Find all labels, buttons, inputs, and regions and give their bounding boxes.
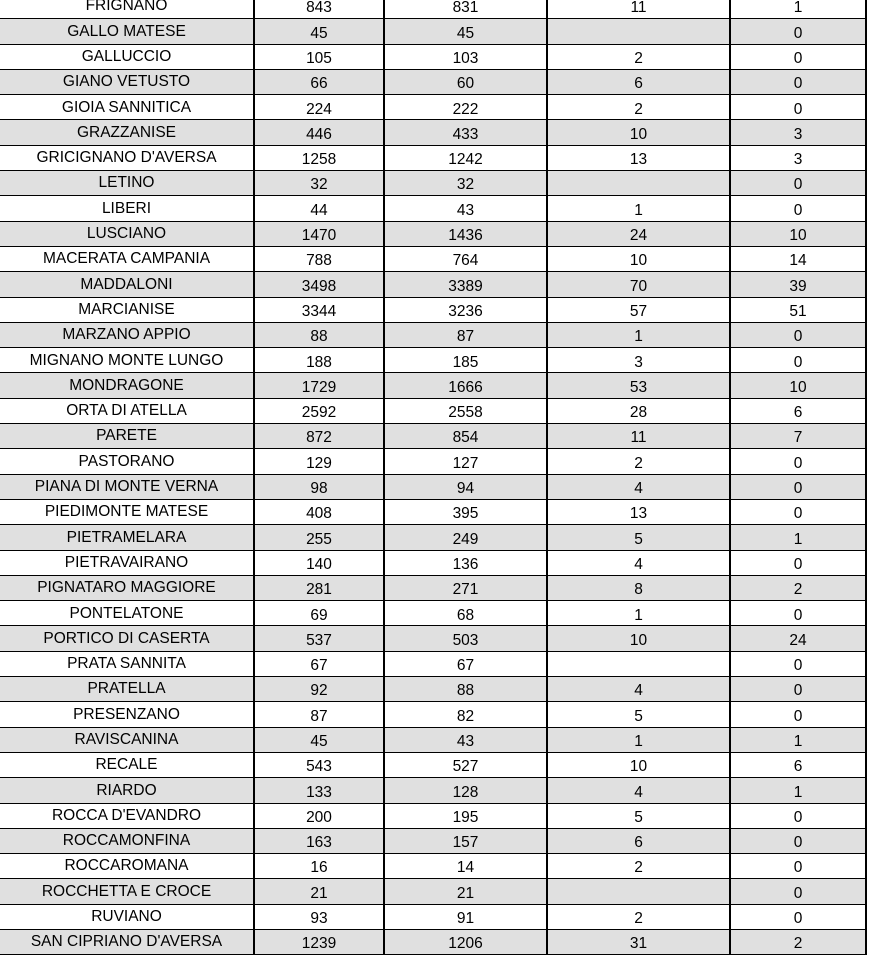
value-cell-3 xyxy=(547,879,730,904)
value-cell-1: 1239 xyxy=(254,929,384,954)
table-row xyxy=(0,550,866,575)
table-row xyxy=(0,601,866,626)
municipality-cell: PIEDIMONTE MATESE xyxy=(0,499,254,524)
table-row xyxy=(0,69,866,94)
value-cell-2: 88 xyxy=(384,677,547,702)
value-cell-2: 195 xyxy=(384,803,547,828)
value-cell-1: 93 xyxy=(254,904,384,929)
value-cell-2: 43 xyxy=(384,727,547,752)
value-cell-3: 2 xyxy=(547,449,730,474)
value-cell-3: 6 xyxy=(547,69,730,94)
value-cell-2: 21 xyxy=(384,879,547,904)
municipality-cell: LIBERI xyxy=(0,196,254,221)
value-cell-2: 103 xyxy=(384,44,547,69)
value-cell-4: 0 xyxy=(730,854,866,879)
value-cell-1: 98 xyxy=(254,474,384,499)
value-cell-4: 2 xyxy=(730,575,866,600)
value-cell-2: 60 xyxy=(384,69,547,94)
municipality-cell: MONDRAGONE xyxy=(0,373,254,398)
table-row xyxy=(0,752,866,777)
value-cell-3: 11 xyxy=(547,0,730,19)
municipality-cell: MARCIANISE xyxy=(0,297,254,322)
value-cell-4: 1 xyxy=(730,727,866,752)
value-cell-3: 3 xyxy=(547,348,730,373)
value-cell-3: 1 xyxy=(547,196,730,221)
value-cell-1: 872 xyxy=(254,424,384,449)
table-row xyxy=(0,272,866,297)
value-cell-4: 24 xyxy=(730,626,866,651)
value-cell-2: 1436 xyxy=(384,221,547,246)
municipality-cell: PORTICO DI CASERTA xyxy=(0,626,254,651)
value-cell-1: 21 xyxy=(254,879,384,904)
municipality-cell: ROCCA D'EVANDRO xyxy=(0,803,254,828)
value-cell-1: 543 xyxy=(254,752,384,777)
value-cell-2: 271 xyxy=(384,575,547,600)
value-cell-1: 1470 xyxy=(254,221,384,246)
value-cell-3: 10 xyxy=(547,120,730,145)
value-cell-4: 0 xyxy=(730,651,866,676)
value-cell-1: 69 xyxy=(254,601,384,626)
municipality-cell: MIGNANO MONTE LUNGO xyxy=(0,348,254,373)
table-row xyxy=(0,171,866,196)
table-row xyxy=(0,651,866,676)
value-cell-3: 1 xyxy=(547,727,730,752)
value-cell-3: 5 xyxy=(547,702,730,727)
value-cell-4: 51 xyxy=(730,297,866,322)
municipality-cell: ROCCHETTA E CROCE xyxy=(0,879,254,904)
value-cell-3: 8 xyxy=(547,575,730,600)
value-cell-4: 0 xyxy=(730,95,866,120)
value-cell-2: 94 xyxy=(384,474,547,499)
value-cell-1: 16 xyxy=(254,854,384,879)
value-cell-3: 4 xyxy=(547,474,730,499)
table-row xyxy=(0,322,866,347)
table-row xyxy=(0,727,866,752)
value-cell-2: 67 xyxy=(384,651,547,676)
value-cell-3: 2 xyxy=(547,44,730,69)
value-cell-4: 1 xyxy=(730,778,866,803)
municipality-cell: GRICIGNANO D'AVERSA xyxy=(0,145,254,170)
value-cell-1: 3498 xyxy=(254,272,384,297)
table-row xyxy=(0,0,866,19)
value-cell-2: 14 xyxy=(384,854,547,879)
value-cell-4: 0 xyxy=(730,348,866,373)
municipality-cell: ROCCAMONFINA xyxy=(0,828,254,853)
value-cell-1: 188 xyxy=(254,348,384,373)
municipality-cell: MADDALONI xyxy=(0,272,254,297)
value-cell-4: 0 xyxy=(730,44,866,69)
value-cell-2: 91 xyxy=(384,904,547,929)
table-row xyxy=(0,398,866,423)
municipality-cell: PIETRAVAIRANO xyxy=(0,550,254,575)
table-row xyxy=(0,297,866,322)
value-cell-2: 1666 xyxy=(384,373,547,398)
value-cell-1: 67 xyxy=(254,651,384,676)
municipality-cell: ORTA DI ATELLA xyxy=(0,398,254,423)
table-row xyxy=(0,677,866,702)
value-cell-1: 66 xyxy=(254,69,384,94)
municipality-cell: PIANA DI MONTE VERNA xyxy=(0,474,254,499)
value-cell-1: 200 xyxy=(254,803,384,828)
value-cell-4: 10 xyxy=(730,221,866,246)
value-cell-4: 0 xyxy=(730,828,866,853)
value-cell-3: 10 xyxy=(547,752,730,777)
value-cell-4: 2 xyxy=(730,929,866,954)
value-cell-1: 3344 xyxy=(254,297,384,322)
table-row xyxy=(0,828,866,853)
value-cell-4: 0 xyxy=(730,601,866,626)
value-cell-3: 24 xyxy=(547,221,730,246)
value-cell-1: 163 xyxy=(254,828,384,853)
value-cell-2: 831 xyxy=(384,0,547,19)
value-cell-3: 1 xyxy=(547,322,730,347)
value-cell-4: 0 xyxy=(730,702,866,727)
value-cell-1: 105 xyxy=(254,44,384,69)
municipality-cell: GIOIA SANNITICA xyxy=(0,95,254,120)
value-cell-2: 127 xyxy=(384,449,547,474)
municipality-cell: SAN CIPRIANO D'AVERSA xyxy=(0,929,254,954)
value-cell-2: 395 xyxy=(384,499,547,524)
value-cell-2: 1206 xyxy=(384,929,547,954)
value-cell-3: 13 xyxy=(547,499,730,524)
value-cell-3: 57 xyxy=(547,297,730,322)
value-cell-1: 129 xyxy=(254,449,384,474)
municipality-cell: MARZANO APPIO xyxy=(0,322,254,347)
value-cell-3: 2 xyxy=(547,95,730,120)
value-cell-4: 0 xyxy=(730,196,866,221)
value-cell-2: 45 xyxy=(384,19,547,44)
value-cell-4: 6 xyxy=(730,398,866,423)
value-cell-3: 31 xyxy=(547,929,730,954)
value-cell-2: 249 xyxy=(384,525,547,550)
value-cell-2: 503 xyxy=(384,626,547,651)
value-cell-1: 281 xyxy=(254,575,384,600)
value-cell-1: 1729 xyxy=(254,373,384,398)
value-cell-3 xyxy=(547,651,730,676)
table-row xyxy=(0,525,866,550)
value-cell-2: 764 xyxy=(384,246,547,271)
table-row xyxy=(0,196,866,221)
value-cell-1: 140 xyxy=(254,550,384,575)
municipality-cell: GIANO VETUSTO xyxy=(0,69,254,94)
value-cell-2: 82 xyxy=(384,702,547,727)
value-cell-2: 1242 xyxy=(384,145,547,170)
value-cell-4: 0 xyxy=(730,677,866,702)
table-row xyxy=(0,499,866,524)
value-cell-4: 1 xyxy=(730,0,866,19)
value-cell-2: 185 xyxy=(384,348,547,373)
value-cell-3: 2 xyxy=(547,854,730,879)
value-cell-3: 53 xyxy=(547,373,730,398)
value-cell-4: 3 xyxy=(730,120,866,145)
value-cell-3: 4 xyxy=(547,550,730,575)
table-row xyxy=(0,803,866,828)
table-row xyxy=(0,424,866,449)
municipality-cell: GRAZZANISE xyxy=(0,120,254,145)
value-cell-1: 1258 xyxy=(254,145,384,170)
municipality-cell: PIETRAMELARA xyxy=(0,525,254,550)
value-cell-2: 43 xyxy=(384,196,547,221)
value-cell-4: 0 xyxy=(730,550,866,575)
value-cell-1: 446 xyxy=(254,120,384,145)
value-cell-3: 6 xyxy=(547,828,730,853)
value-cell-2: 222 xyxy=(384,95,547,120)
municipality-cell: RUVIANO xyxy=(0,904,254,929)
table-row xyxy=(0,221,866,246)
value-cell-1: 32 xyxy=(254,171,384,196)
value-cell-1: 537 xyxy=(254,626,384,651)
value-cell-2: 527 xyxy=(384,752,547,777)
value-cell-3: 70 xyxy=(547,272,730,297)
municipality-cell: RAVISCANINA xyxy=(0,727,254,752)
table-row xyxy=(0,120,866,145)
value-cell-2: 433 xyxy=(384,120,547,145)
value-cell-1: 408 xyxy=(254,499,384,524)
municipality-cell: FRIGNANO xyxy=(0,0,254,19)
value-cell-2: 128 xyxy=(384,778,547,803)
value-cell-4: 7 xyxy=(730,424,866,449)
value-cell-3: 5 xyxy=(547,803,730,828)
table-row xyxy=(0,145,866,170)
value-cell-4: 0 xyxy=(730,474,866,499)
value-cell-1: 45 xyxy=(254,19,384,44)
municipality-cell: PASTORANO xyxy=(0,449,254,474)
value-cell-3: 4 xyxy=(547,778,730,803)
value-cell-4: 0 xyxy=(730,19,866,44)
table-row xyxy=(0,348,866,373)
municipality-cell: PRATELLA xyxy=(0,677,254,702)
municipality-cell: PONTELATONE xyxy=(0,601,254,626)
value-cell-3: 5 xyxy=(547,525,730,550)
table-row xyxy=(0,373,866,398)
value-cell-4: 0 xyxy=(730,803,866,828)
value-cell-4: 0 xyxy=(730,171,866,196)
value-cell-1: 87 xyxy=(254,702,384,727)
value-cell-2: 87 xyxy=(384,322,547,347)
table-row xyxy=(0,575,866,600)
table-row xyxy=(0,854,866,879)
value-cell-1: 224 xyxy=(254,95,384,120)
value-cell-3: 11 xyxy=(547,424,730,449)
value-cell-4: 3 xyxy=(730,145,866,170)
value-cell-3: 28 xyxy=(547,398,730,423)
municipality-cell: LETINO xyxy=(0,171,254,196)
value-cell-1: 788 xyxy=(254,246,384,271)
value-cell-3: 2 xyxy=(547,904,730,929)
value-cell-3: 13 xyxy=(547,145,730,170)
value-cell-2: 3389 xyxy=(384,272,547,297)
municipality-cell: GALLO MATESE xyxy=(0,19,254,44)
municipality-cell: LUSCIANO xyxy=(0,221,254,246)
value-cell-4: 6 xyxy=(730,752,866,777)
value-cell-1: 44 xyxy=(254,196,384,221)
value-cell-2: 136 xyxy=(384,550,547,575)
municipality-cell: PIGNATARO MAGGIORE xyxy=(0,575,254,600)
value-cell-3 xyxy=(547,19,730,44)
value-cell-3: 4 xyxy=(547,677,730,702)
value-cell-2: 2558 xyxy=(384,398,547,423)
table-row xyxy=(0,19,866,44)
table-row xyxy=(0,474,866,499)
table-row xyxy=(0,879,866,904)
municipality-cell: PARETE xyxy=(0,424,254,449)
municipality-cell: RIARDO xyxy=(0,778,254,803)
value-cell-2: 854 xyxy=(384,424,547,449)
table-row xyxy=(0,626,866,651)
municipality-cell: GALLUCCIO xyxy=(0,44,254,69)
value-cell-1: 133 xyxy=(254,778,384,803)
value-cell-3: 10 xyxy=(547,246,730,271)
municipality-cell: MACERATA CAMPANIA xyxy=(0,246,254,271)
value-cell-3: 10 xyxy=(547,626,730,651)
table-row xyxy=(0,95,866,120)
value-cell-4: 39 xyxy=(730,272,866,297)
value-cell-1: 92 xyxy=(254,677,384,702)
value-cell-4: 1 xyxy=(730,525,866,550)
value-cell-4: 14 xyxy=(730,246,866,271)
table-row xyxy=(0,778,866,803)
value-cell-4: 10 xyxy=(730,373,866,398)
value-cell-4: 0 xyxy=(730,499,866,524)
value-cell-1: 843 xyxy=(254,0,384,19)
value-cell-2: 157 xyxy=(384,828,547,853)
value-cell-2: 3236 xyxy=(384,297,547,322)
value-cell-1: 255 xyxy=(254,525,384,550)
table-row xyxy=(0,44,866,69)
table-row xyxy=(0,904,866,929)
table-row xyxy=(0,449,866,474)
value-cell-1: 88 xyxy=(254,322,384,347)
value-cell-1: 45 xyxy=(254,727,384,752)
value-cell-3: 1 xyxy=(547,601,730,626)
value-cell-4: 0 xyxy=(730,69,866,94)
municipality-cell: PRESENZANO xyxy=(0,702,254,727)
value-cell-2: 68 xyxy=(384,601,547,626)
table-row xyxy=(0,929,866,954)
municipality-cell: ROCCAROMANA xyxy=(0,854,254,879)
value-cell-4: 0 xyxy=(730,904,866,929)
value-cell-3 xyxy=(547,171,730,196)
table-row xyxy=(0,702,866,727)
value-cell-4: 0 xyxy=(730,879,866,904)
value-cell-4: 0 xyxy=(730,449,866,474)
table-row xyxy=(0,246,866,271)
municipality-cell: PRATA SANNITA xyxy=(0,651,254,676)
municipality-cell: RECALE xyxy=(0,752,254,777)
value-cell-1: 2592 xyxy=(254,398,384,423)
value-cell-2: 32 xyxy=(384,171,547,196)
value-cell-4: 0 xyxy=(730,322,866,347)
